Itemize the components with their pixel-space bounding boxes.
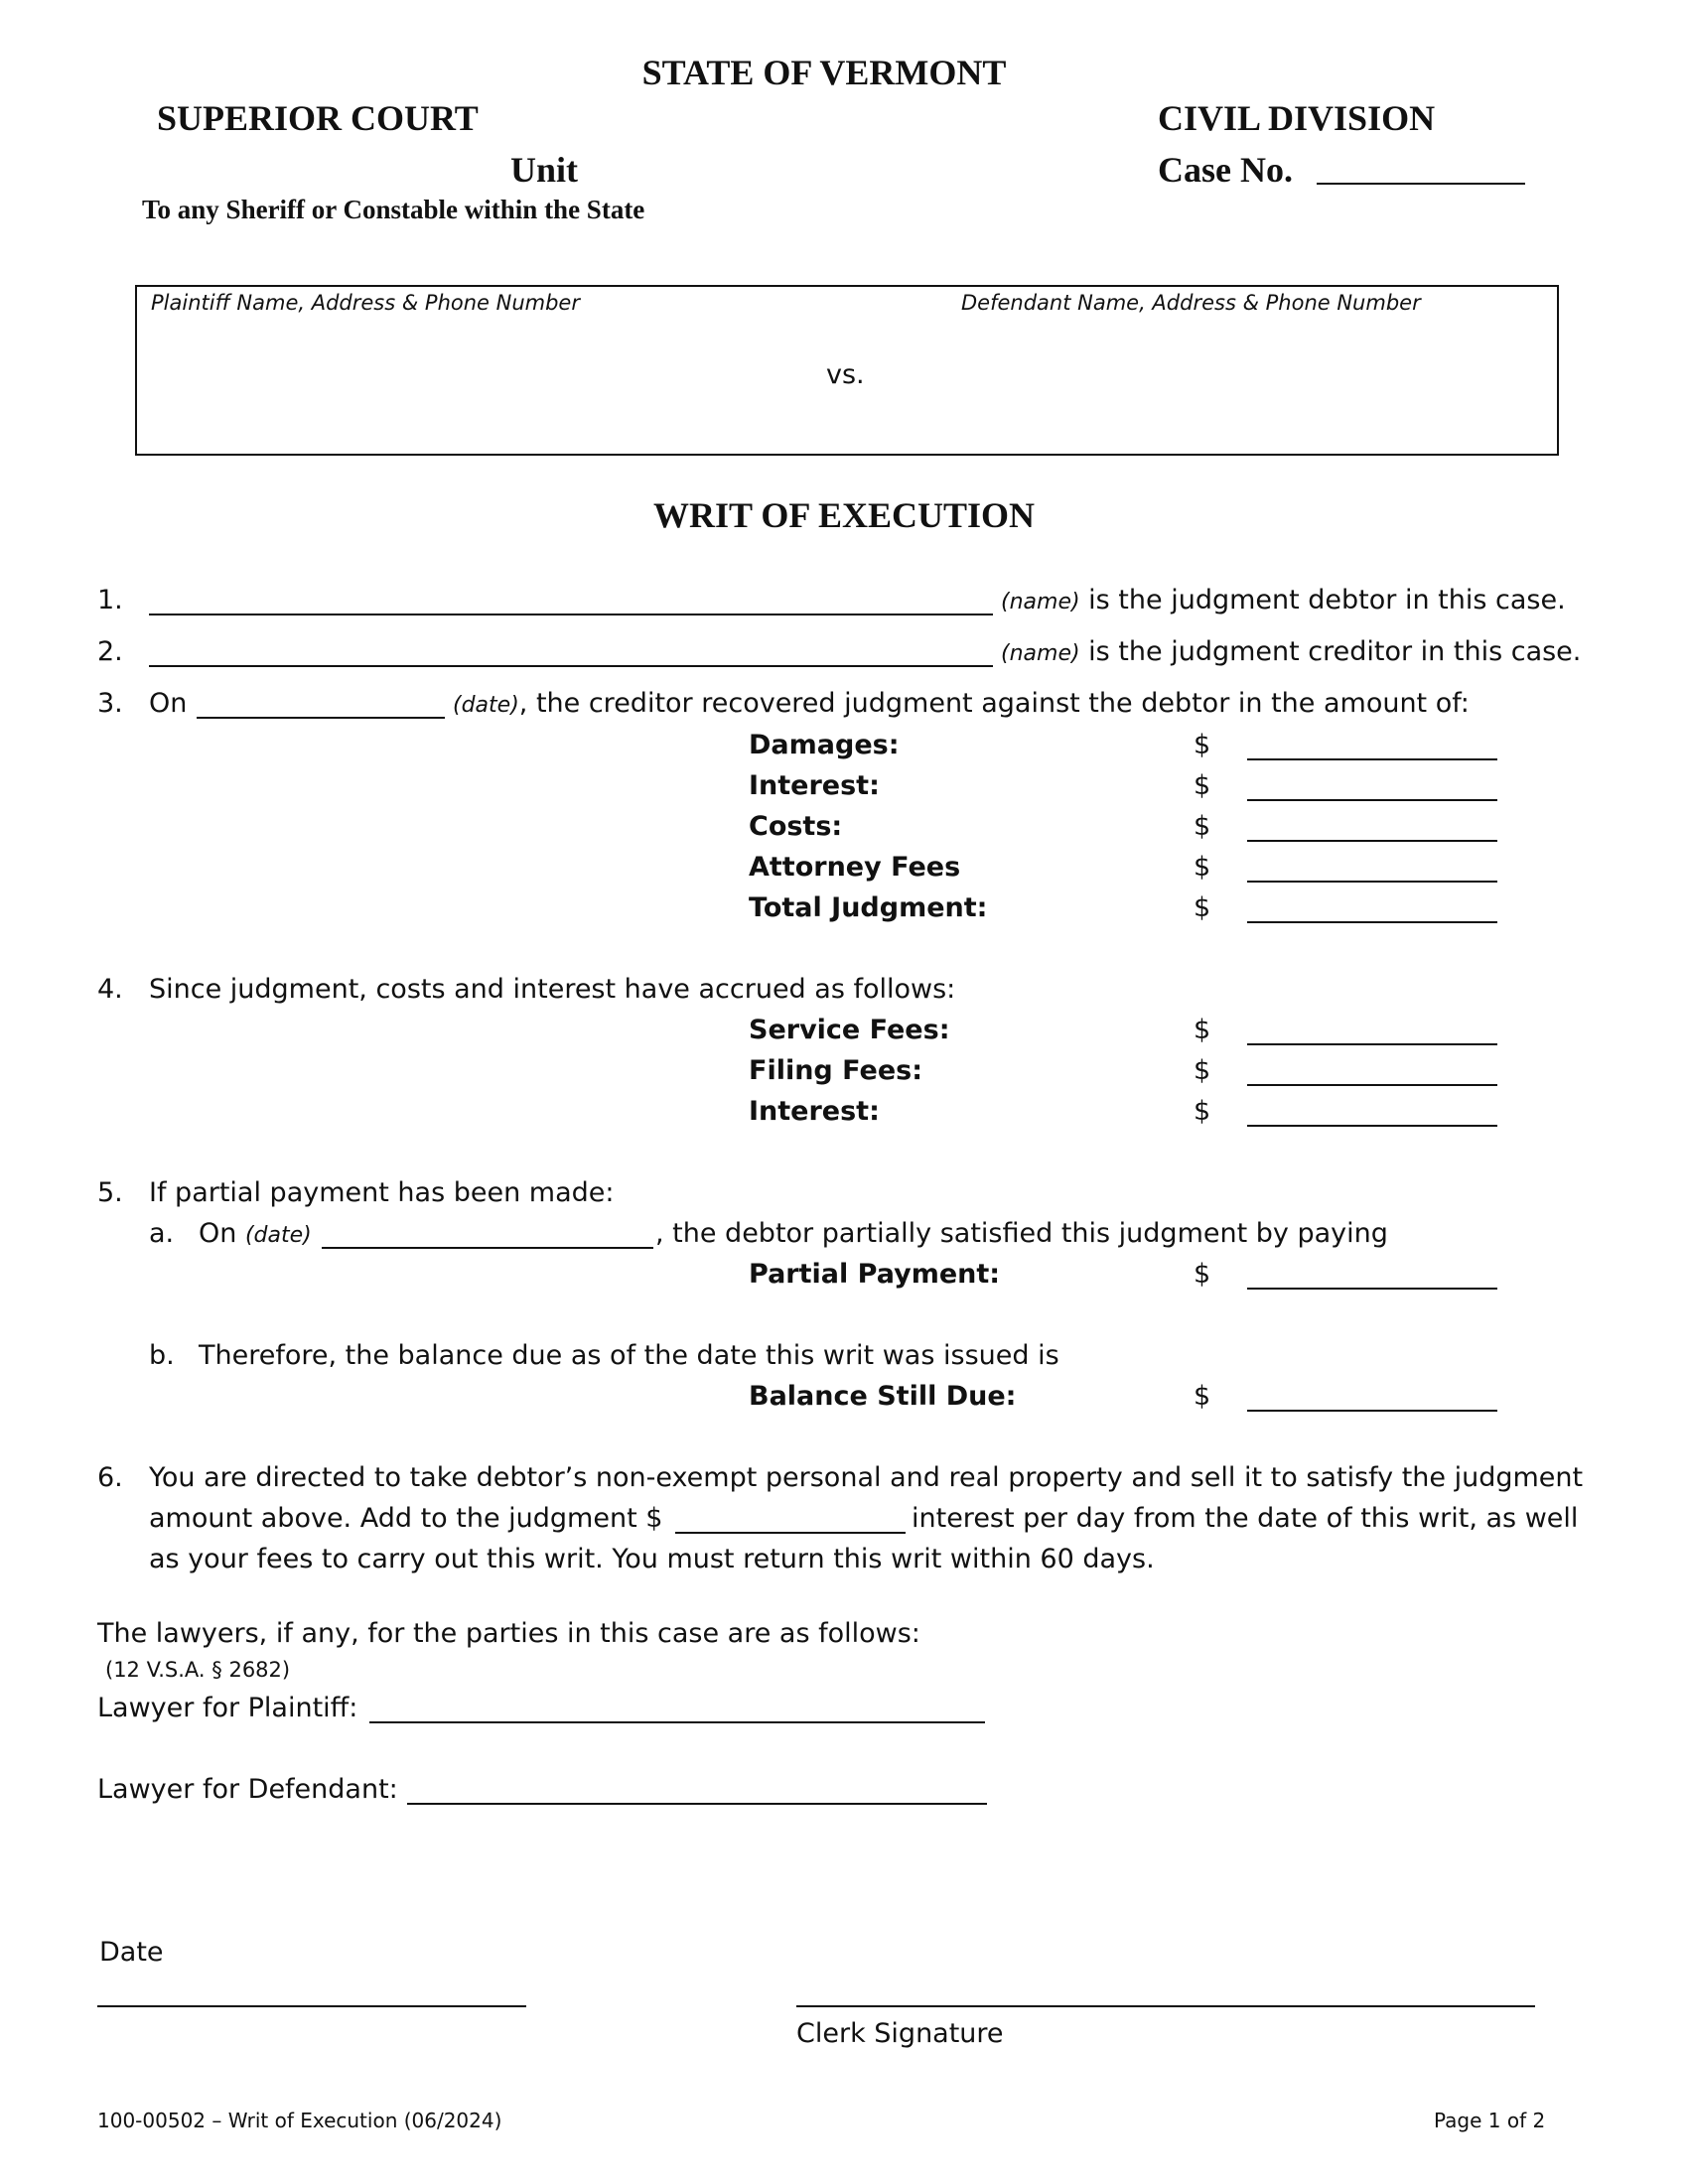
item-1-text: (name) is the judgment debtor in this case.: [1001, 585, 1566, 615]
service-fees-dollar: $: [1194, 1015, 1211, 1045]
partial-payment-dollar: $: [1194, 1259, 1211, 1290]
statute-citation: (12 V.S.A. § 2682): [105, 1658, 291, 1682]
service-fees-field[interactable]: [1247, 1018, 1497, 1045]
accrued-interest-field[interactable]: [1247, 1099, 1497, 1127]
defendant-field[interactable]: [961, 327, 1537, 446]
item-2-number: 2.: [97, 636, 123, 667]
total-judgment-dollar: $: [1194, 892, 1211, 923]
total-judgment-label: Total Judgment:: [749, 892, 988, 923]
item-5a-letter: a.: [149, 1218, 175, 1249]
daily-interest-field[interactable]: [675, 1506, 906, 1534]
debtor-name-field[interactable]: [149, 588, 993, 615]
item-6-line-2a: amount above. Add to the judgment $: [149, 1503, 663, 1534]
partial-payment-date-field[interactable]: [322, 1221, 653, 1249]
item-1-number: 1.: [97, 585, 123, 615]
damages-dollar: $: [1194, 730, 1211, 760]
defendant-label: Defendant Name, Address & Phone Number: [961, 291, 1421, 315]
accrued-interest-label: Interest:: [749, 1096, 880, 1127]
accrued-interest-dollar: $: [1194, 1096, 1211, 1127]
case-number-label: Case No.: [1158, 150, 1293, 190]
partial-payment-field[interactable]: [1247, 1262, 1497, 1290]
lawyer-plaintiff-label: Lawyer for Plaintiff:: [97, 1693, 358, 1723]
date-label: Date: [99, 1937, 164, 1968]
case-number-field[interactable]: [1317, 159, 1525, 185]
clerk-signature-label: Clerk Signature: [796, 2018, 1004, 2049]
filing-fees-dollar: $: [1194, 1055, 1211, 1086]
damages-field[interactable]: [1247, 733, 1497, 760]
unit-label: Unit: [510, 150, 579, 190]
parties-box: [135, 285, 1559, 456]
plaintiff-label: Plaintiff Name, Address & Phone Number: [151, 291, 580, 315]
item-5a-text: , the debtor partially satisfied this judgment by paying: [655, 1218, 1388, 1249]
item-2-text: (name) is the judgment creditor in this case.: [1001, 636, 1582, 667]
plaintiff-field[interactable]: [151, 327, 786, 446]
item-3-text: (date), the creditor recovered judgment against the debtor in the amount of:: [453, 688, 1470, 719]
item-6-number: 6.: [97, 1462, 123, 1493]
item-4-text: Since judgment, costs and interest have accrued as follows:: [149, 974, 956, 1005]
attorney-fees-dollar: $: [1194, 852, 1211, 883]
item-5-text: If partial payment has been made:: [149, 1177, 615, 1208]
interest-label: Interest:: [749, 770, 880, 801]
date-field[interactable]: [97, 1997, 526, 2007]
lawyer-plaintiff-field[interactable]: [369, 1696, 985, 1723]
item-6-line-2b: interest per day from the date of this writ, as well: [912, 1503, 1579, 1534]
clerk-signature-field[interactable]: [796, 1997, 1535, 2007]
costs-dollar: $: [1194, 811, 1211, 842]
court-heading: SUPERIOR COURT: [157, 98, 479, 138]
balance-due-field[interactable]: [1247, 1384, 1497, 1412]
form-id: 100-00502 – Writ of Execution (06/2024): [97, 2109, 502, 2132]
item-3-number: 3.: [97, 688, 123, 719]
costs-field[interactable]: [1247, 814, 1497, 842]
attorney-fees-field[interactable]: [1247, 855, 1497, 883]
filing-fees-label: Filing Fees:: [749, 1055, 922, 1086]
to-whom-line: To any Sheriff or Constable within the State: [142, 195, 645, 224]
page-number: Page 1 of 2: [1434, 2109, 1546, 2132]
item-3-on: On: [149, 688, 188, 719]
item-5b-text: Therefore, the balance due as of the date this writ was issued is: [199, 1340, 1059, 1371]
balance-due-dollar: $: [1194, 1381, 1211, 1412]
creditor-name-field[interactable]: [149, 639, 993, 667]
filing-fees-field[interactable]: [1247, 1058, 1497, 1086]
partial-payment-label: Partial Payment:: [749, 1259, 1001, 1290]
item-5b-letter: b.: [149, 1340, 175, 1371]
interest-dollar: $: [1194, 770, 1211, 801]
form-title: WRIT OF EXECUTION: [652, 495, 1036, 535]
versus-label: vs.: [826, 359, 865, 390]
service-fees-label: Service Fees:: [749, 1015, 950, 1045]
item-5-number: 5.: [97, 1177, 123, 1208]
judgment-date-field[interactable]: [197, 691, 445, 719]
lawyer-defendant-label: Lawyer for Defendant:: [97, 1774, 398, 1805]
item-4-number: 4.: [97, 974, 123, 1005]
item-6-line-3: as your fees to carry out this writ. You must return this writ within 60 days.: [149, 1544, 1155, 1574]
interest-field[interactable]: [1247, 773, 1497, 801]
item-5a-on: On (date): [199, 1218, 312, 1249]
attorney-fees-label: Attorney Fees: [749, 852, 961, 883]
total-judgment-field[interactable]: [1247, 895, 1497, 923]
balance-due-label: Balance Still Due:: [749, 1381, 1017, 1412]
division-heading: CIVIL DIVISION: [1158, 98, 1436, 138]
lawyer-defendant-field[interactable]: [407, 1777, 987, 1805]
state-heading: STATE OF VERMONT: [641, 53, 1007, 92]
damages-label: Damages:: [749, 730, 900, 760]
lawyers-intro: The lawyers, if any, for the parties in this case are as follows:: [97, 1618, 920, 1649]
costs-label: Costs:: [749, 811, 843, 842]
item-6-line-1: You are directed to take debtor’s non-exempt personal and real property and sell it to satisfy the judgment: [149, 1462, 1584, 1493]
